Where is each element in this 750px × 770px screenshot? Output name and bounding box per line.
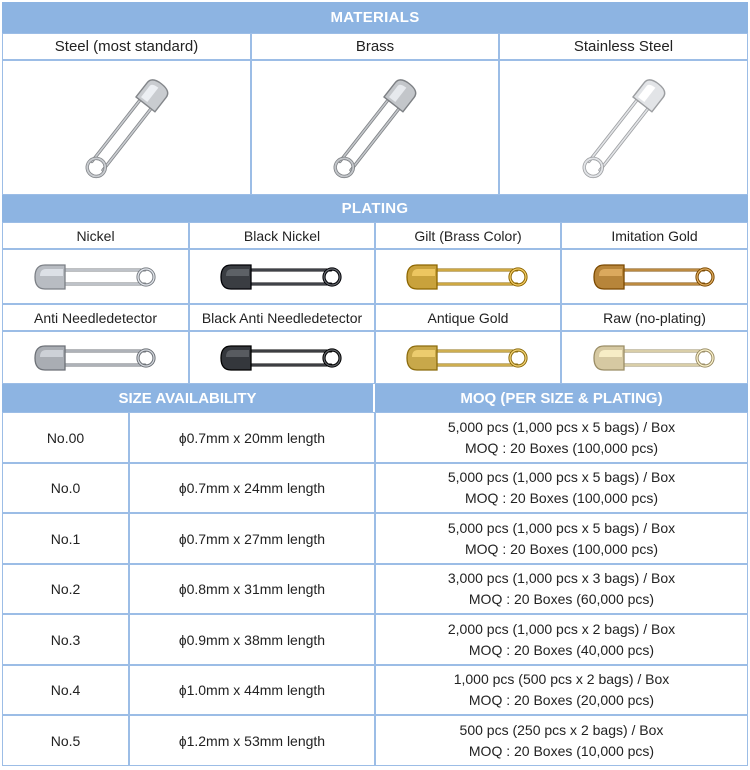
material-image-brass (251, 60, 499, 195)
plating-image-imitation-gold (561, 249, 748, 304)
table-row-size-no (2, 463, 129, 513)
size-availability-header: SIZE AVAILABILITY (2, 384, 373, 412)
table-row-size-no (2, 564, 129, 614)
moq-header: MOQ (PER SIZE & PLATING) (375, 384, 748, 412)
size-dimension: ɸ0.7mm x 24mm length (178, 480, 326, 496)
size-dimension: ɸ0.9mm x 38mm length (178, 631, 326, 648)
plating-label-antique-gold (375, 304, 561, 331)
moq-minimum: MOQ : 20 Boxes (100,000 pcs) (465, 490, 658, 506)
plating-label: Nickel (76, 227, 115, 244)
moq-box-quantity: 5,000 pcs (1,000 pcs x 5 bags) / Box (447, 418, 676, 435)
safety-pin-icon (217, 340, 347, 376)
safety-pin-icon (590, 259, 720, 295)
plating-image-black-anti-needle (189, 331, 375, 384)
size-number: No.0 (50, 480, 81, 496)
size-dimension: ɸ0.7mm x 20mm length (178, 429, 326, 446)
material-label-stainless (499, 33, 748, 60)
plating-label: Antique Gold (427, 309, 509, 326)
safety-pin-icon (31, 340, 161, 376)
table-row-size-dimension (129, 463, 375, 513)
size-dimension: ɸ1.2mm x 53mm length (178, 732, 326, 749)
size-dimension: ɸ0.7mm x 27mm length (178, 530, 326, 547)
table-row-size-dimension (129, 715, 375, 766)
plating-label: Black Nickel (243, 227, 321, 244)
plating-label: Anti Needledetector (34, 309, 157, 326)
moq-minimum: MOQ : 20 Boxes (60,000 pcs) (468, 591, 655, 607)
material-image-steel (2, 60, 251, 195)
plating-image-raw (561, 331, 748, 384)
plating-label-imitation-gold (561, 222, 748, 249)
plating-label: Imitation Gold (611, 227, 698, 244)
safety-pin-icon (305, 63, 445, 193)
table-row-moq (375, 715, 748, 766)
plating-label-raw (561, 304, 748, 331)
material-label: Stainless Steel (573, 38, 674, 55)
table-row-moq (375, 463, 748, 513)
material-image-stainless (499, 60, 748, 195)
table-row-size-dimension (129, 513, 375, 564)
moq-minimum: MOQ : 20 Boxes (40,000 pcs) (468, 641, 655, 658)
plating-label-gilt (375, 222, 561, 249)
plating-image-anti-needle (2, 331, 189, 384)
moq-minimum: MOQ : 20 Boxes (100,000 pcs) (465, 540, 658, 557)
moq-minimum: MOQ : 20 Boxes (100,000 pcs) (465, 439, 658, 456)
table-row-size-dimension (129, 665, 375, 715)
table-row-moq (375, 665, 748, 715)
table-row-size-no (2, 614, 129, 665)
moq-minimum: MOQ : 20 Boxes (20,000 pcs) (468, 692, 655, 708)
size-number: No.1 (50, 530, 81, 547)
table-row-size-dimension (129, 564, 375, 614)
plating-label: Raw (no-plating) (603, 309, 706, 326)
plating-label-nickel (2, 222, 189, 249)
moq-box-quantity: 3,000 pcs (1,000 pcs x 3 bags) / Box (447, 570, 676, 586)
plating-image-nickel (2, 249, 189, 304)
safety-pin-icon (217, 259, 347, 295)
plating-image-gilt (375, 249, 561, 304)
safety-pin-icon (590, 340, 720, 376)
safety-pin-icon (403, 259, 533, 295)
material-label-brass (251, 33, 499, 60)
moq-minimum: MOQ : 20 Boxes (10,000 pcs) (468, 742, 655, 759)
material-label: Brass (355, 38, 395, 55)
moq-box-quantity: 5,000 pcs (1,000 pcs x 5 bags) / Box (447, 469, 676, 485)
table-row-size-dimension (129, 412, 375, 463)
material-label: Steel (most standard) (54, 38, 199, 55)
plating-label-anti-needle (2, 304, 189, 331)
table-row-size-no (2, 715, 129, 766)
plating-header: PLATING (2, 195, 748, 222)
moq-box-quantity: 1,000 pcs (500 pcs x 2 bags) / Box (453, 671, 670, 687)
moq-box-quantity: 500 pcs (250 pcs x 2 bags) / Box (459, 721, 664, 738)
safety-pin-icon (31, 259, 161, 295)
plating-label: Black Anti Needledetector (201, 309, 363, 326)
size-dimension: ɸ1.0mm x 44mm length (178, 682, 326, 698)
table-row-size-no (2, 513, 129, 564)
table-row-size-dimension (129, 614, 375, 665)
size-number: No.00 (46, 429, 85, 446)
size-number: No.5 (50, 732, 81, 749)
safety-pin-icon (403, 340, 533, 376)
plating-label-black-nickel (189, 222, 375, 249)
table-row-moq (375, 564, 748, 614)
table-row-size-no (2, 412, 129, 463)
size-dimension: ɸ0.8mm x 31mm length (178, 581, 326, 597)
plating-label: Gilt (Brass Color) (414, 227, 522, 244)
moq-box-quantity: 5,000 pcs (1,000 pcs x 5 bags) / Box (447, 519, 676, 536)
table-row-moq (375, 412, 748, 463)
table-row-moq (375, 614, 748, 665)
materials-header: MATERIALS (2, 2, 748, 33)
plating-image-antique-gold (375, 331, 561, 384)
plating-label-black-anti-needle (189, 304, 375, 331)
size-number: No.3 (50, 631, 81, 648)
size-number: No.4 (50, 682, 81, 698)
safety-pin-icon (554, 63, 694, 193)
table-row-moq (375, 513, 748, 564)
plating-image-black-nickel (189, 249, 375, 304)
safety-pin-icon (57, 63, 197, 193)
moq-box-quantity: 2,000 pcs (1,000 pcs x 2 bags) / Box (447, 620, 676, 637)
material-label-steel (2, 33, 251, 60)
table-row-size-no (2, 665, 129, 715)
size-number: No.2 (50, 581, 81, 597)
